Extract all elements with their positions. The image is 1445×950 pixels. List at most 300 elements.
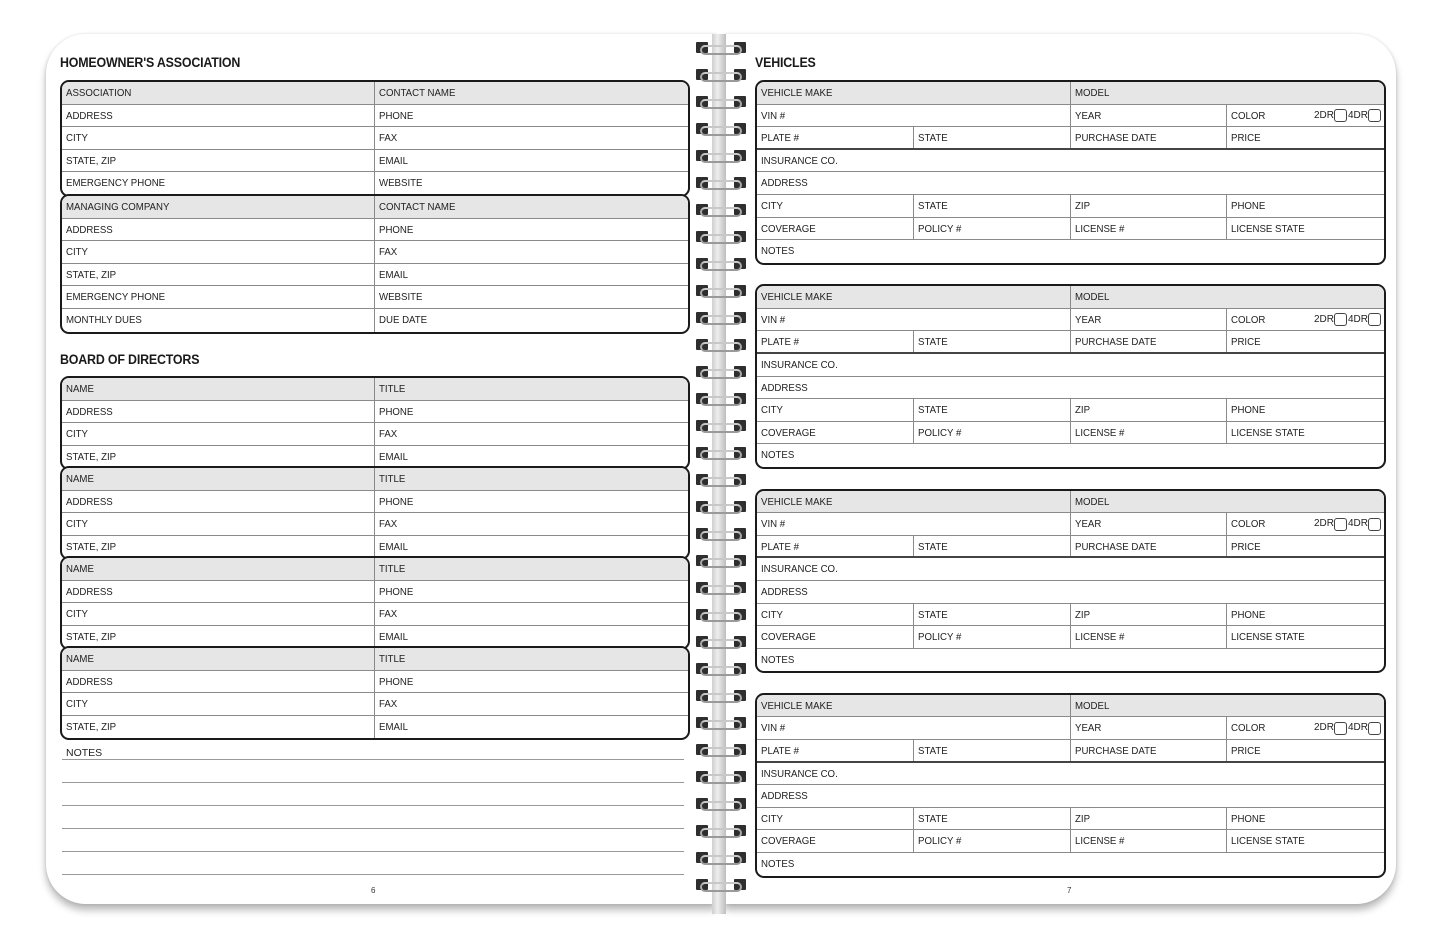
state-zip-field[interactable] bbox=[62, 716, 375, 739]
state-field[interactable] bbox=[914, 536, 1071, 557]
city-field[interactable] bbox=[62, 241, 375, 263]
title-field[interactable] bbox=[375, 648, 688, 670]
coil-wire bbox=[700, 666, 742, 676]
address-field-label: ADDRESS bbox=[66, 223, 113, 236]
purchase-date-field[interactable] bbox=[1071, 536, 1228, 557]
license-field[interactable] bbox=[1071, 830, 1228, 852]
state-zip-field-label: STATE, ZIP bbox=[66, 720, 117, 733]
phone-field-label: PHONE bbox=[379, 223, 414, 236]
title-field[interactable] bbox=[375, 378, 688, 400]
vin-field[interactable] bbox=[757, 513, 1071, 535]
phone-field[interactable] bbox=[375, 671, 688, 693]
city-field-label: CITY bbox=[66, 518, 89, 531]
license-state-field[interactable] bbox=[1227, 218, 1384, 240]
form-row bbox=[62, 401, 688, 424]
address-field[interactable] bbox=[62, 581, 375, 603]
insurance-city-field[interactable] bbox=[757, 399, 914, 421]
plate-field-label: PLATE # bbox=[761, 745, 799, 758]
purchase-date-field-label: PURCHASE DATE bbox=[1074, 745, 1156, 758]
phone-field[interactable] bbox=[375, 491, 688, 513]
name-field-label: NAME bbox=[66, 473, 94, 485]
insurance-co-field[interactable] bbox=[757, 354, 1384, 376]
address-field-label: ADDRESS bbox=[66, 585, 113, 598]
insurance-address-field[interactable] bbox=[757, 377, 1384, 399]
color-field-label: COLOR bbox=[1231, 722, 1266, 735]
spiral-coil bbox=[694, 231, 748, 243]
insurance-state-field[interactable] bbox=[914, 399, 1071, 421]
form-row bbox=[757, 331, 1384, 354]
coil-wire bbox=[700, 180, 742, 190]
coverage-field[interactable] bbox=[757, 218, 914, 240]
insurance-state-field-label: STATE bbox=[917, 404, 948, 417]
note-line[interactable] bbox=[62, 759, 684, 760]
state-field-label: STATE bbox=[917, 745, 948, 758]
model-field[interactable] bbox=[1071, 82, 1385, 104]
coil-wire bbox=[700, 828, 742, 838]
plate-field[interactable] bbox=[757, 127, 914, 148]
plate-field[interactable] bbox=[757, 331, 914, 352]
phone-field-label: PHONE bbox=[379, 405, 414, 418]
spiral-coil bbox=[694, 366, 748, 378]
spiral-coil bbox=[694, 204, 748, 216]
coil-wire bbox=[700, 855, 742, 865]
email-field[interactable] bbox=[375, 264, 688, 286]
year-field-label: YEAR bbox=[1074, 722, 1101, 735]
coil-wire bbox=[700, 234, 742, 244]
vehicle-block bbox=[755, 693, 1386, 878]
email-field-label: EMAIL bbox=[379, 450, 408, 463]
insurance-address-field[interactable] bbox=[757, 172, 1384, 194]
insurance-co-field[interactable] bbox=[757, 150, 1384, 172]
board-title: BOARD OF DIRECTORS bbox=[60, 352, 200, 367]
state-field[interactable] bbox=[914, 331, 1071, 352]
model-field-label: MODEL bbox=[1074, 291, 1109, 304]
coverage-field[interactable] bbox=[757, 422, 914, 444]
insurance-co-field-label: INSURANCE CO. bbox=[761, 359, 838, 372]
coil-wire bbox=[700, 423, 742, 433]
state-zip-field-label: STATE, ZIP bbox=[66, 268, 117, 281]
form-row bbox=[757, 649, 1384, 672]
insurance-zip-field-label: ZIP bbox=[1074, 812, 1090, 825]
license-field-label: LICENSE # bbox=[1074, 631, 1124, 644]
name-field-label: NAME bbox=[66, 383, 94, 395]
fax-field[interactable] bbox=[375, 127, 688, 149]
email-field[interactable] bbox=[375, 150, 688, 172]
color-field[interactable] bbox=[1227, 717, 1384, 739]
form-row bbox=[757, 240, 1384, 263]
form-row bbox=[62, 150, 688, 173]
coil-wire bbox=[700, 45, 742, 55]
license-field[interactable] bbox=[1071, 422, 1228, 444]
spiral-coil bbox=[694, 420, 748, 432]
2dr-checkbox[interactable] bbox=[1334, 722, 1347, 735]
form-row bbox=[757, 286, 1384, 309]
4dr-label: 4DR bbox=[1347, 722, 1368, 734]
vehicle-make-field[interactable] bbox=[757, 695, 1071, 717]
monthly-dues-field-label: MONTHLY DUES bbox=[66, 313, 142, 326]
emergency-phone-field-label: EMERGENCY PHONE bbox=[66, 291, 166, 304]
insurance-zip-field[interactable] bbox=[1071, 399, 1228, 421]
year-field[interactable] bbox=[1071, 717, 1228, 739]
4dr-label: 4DR bbox=[1347, 109, 1368, 121]
insurance-city-field-label: CITY bbox=[761, 608, 784, 621]
fax-field[interactable] bbox=[375, 603, 688, 625]
form-row bbox=[757, 354, 1384, 377]
4dr-label: 4DR bbox=[1347, 313, 1368, 325]
coil-wire bbox=[700, 342, 742, 352]
coil-wire bbox=[700, 774, 742, 784]
form-row bbox=[62, 648, 688, 671]
note-line[interactable] bbox=[62, 874, 684, 875]
name-field[interactable] bbox=[62, 468, 375, 490]
insurance-zip-field[interactable] bbox=[1071, 604, 1228, 626]
form-row bbox=[62, 671, 688, 694]
insurance-state-field[interactable] bbox=[914, 195, 1071, 217]
phone-field[interactable] bbox=[375, 105, 688, 127]
insurance-state-field[interactable] bbox=[914, 808, 1071, 830]
coil-wire bbox=[700, 585, 742, 595]
license-state-field[interactable] bbox=[1227, 422, 1384, 444]
color-field[interactable] bbox=[1227, 105, 1384, 127]
address-field[interactable] bbox=[62, 219, 375, 241]
board-member-block bbox=[60, 466, 690, 560]
insurance-co-field[interactable] bbox=[757, 763, 1384, 785]
title-field-label: TITLE bbox=[379, 383, 406, 395]
insurance-co-field[interactable] bbox=[757, 558, 1384, 580]
form-row bbox=[62, 446, 688, 469]
contact-name-field-label: CONTACT NAME bbox=[379, 87, 456, 99]
insurance-zip-field-label: ZIP bbox=[1074, 404, 1090, 417]
coil-wire bbox=[700, 315, 742, 325]
year-field[interactable] bbox=[1071, 105, 1228, 127]
insurance-city-field[interactable] bbox=[757, 604, 914, 626]
association-block bbox=[60, 80, 690, 197]
license-state-field-label: LICENSE STATE bbox=[1231, 631, 1305, 644]
state-field-label: STATE bbox=[917, 540, 948, 553]
vehicle-notes-field[interactable] bbox=[757, 853, 1384, 876]
insurance-address-field[interactable] bbox=[757, 581, 1384, 603]
4dr-checkbox[interactable] bbox=[1368, 722, 1381, 735]
2dr-checkbox[interactable] bbox=[1334, 518, 1347, 531]
coil-wire bbox=[700, 558, 742, 568]
fax-field[interactable] bbox=[375, 423, 688, 445]
left-page bbox=[46, 34, 716, 904]
vehicle-block bbox=[755, 80, 1386, 265]
form-row bbox=[757, 377, 1384, 400]
address-field[interactable] bbox=[62, 671, 375, 693]
due-date-field[interactable] bbox=[375, 309, 688, 332]
emergency-phone-field[interactable] bbox=[62, 286, 375, 308]
license-state-field-label: LICENSE STATE bbox=[1231, 426, 1305, 439]
insurance-phone-field[interactable] bbox=[1227, 808, 1384, 830]
website-field[interactable] bbox=[375, 286, 688, 308]
name-field[interactable] bbox=[62, 378, 375, 400]
form-row bbox=[757, 853, 1384, 876]
insurance-city-field-label: CITY bbox=[761, 404, 784, 417]
year-field[interactable] bbox=[1071, 513, 1228, 535]
state-zip-field[interactable] bbox=[62, 150, 375, 172]
policy-field[interactable] bbox=[914, 218, 1071, 240]
license-field[interactable] bbox=[1071, 218, 1228, 240]
coverage-field[interactable] bbox=[757, 830, 914, 852]
contact-name-field[interactable] bbox=[375, 82, 688, 104]
price-field-label: PRICE bbox=[1231, 336, 1261, 349]
city-field[interactable] bbox=[62, 127, 375, 149]
2dr-checkbox[interactable] bbox=[1334, 313, 1347, 326]
4dr-checkbox[interactable] bbox=[1368, 518, 1381, 531]
coil-wire bbox=[700, 693, 742, 703]
vehicle-notes-field-label: NOTES bbox=[761, 653, 795, 666]
address-field-label: ADDRESS bbox=[66, 405, 113, 418]
vehicle-make-field[interactable] bbox=[757, 491, 1071, 513]
year-field[interactable] bbox=[1071, 309, 1228, 331]
spiral-coil bbox=[694, 852, 748, 864]
vehicle-make-field[interactable] bbox=[757, 82, 1071, 104]
spiral-coil bbox=[694, 528, 748, 540]
year-field-label: YEAR bbox=[1074, 518, 1101, 531]
2dr-checkbox[interactable] bbox=[1334, 109, 1347, 122]
form-row bbox=[757, 150, 1384, 173]
vin-field[interactable] bbox=[757, 105, 1071, 127]
phone-field-label: PHONE bbox=[379, 675, 414, 688]
spiral-coil bbox=[694, 447, 748, 459]
email-field[interactable] bbox=[375, 446, 688, 469]
plate-field-label: PLATE # bbox=[761, 132, 799, 145]
plate-field[interactable] bbox=[757, 740, 914, 761]
name-field[interactable] bbox=[62, 648, 375, 670]
spiral-coil bbox=[694, 393, 748, 405]
state-field[interactable] bbox=[914, 740, 1071, 761]
form-row bbox=[757, 172, 1384, 195]
monthly-dues-field[interactable] bbox=[62, 309, 375, 332]
color-field-label: COLOR bbox=[1231, 109, 1266, 122]
insurance-zip-field[interactable] bbox=[1071, 808, 1228, 830]
purchase-date-field[interactable] bbox=[1071, 127, 1228, 148]
emergency-phone-field[interactable] bbox=[62, 172, 375, 195]
phone-field[interactable] bbox=[375, 581, 688, 603]
coil-wire bbox=[700, 882, 742, 892]
coil-wire bbox=[700, 369, 742, 379]
insurance-co-field-label: INSURANCE CO. bbox=[761, 563, 838, 576]
coverage-field[interactable] bbox=[757, 626, 914, 648]
city-field[interactable] bbox=[62, 513, 375, 535]
plate-field[interactable] bbox=[757, 536, 914, 557]
state-field-label: STATE bbox=[917, 336, 948, 349]
price-field-label: PRICE bbox=[1231, 132, 1261, 145]
insurance-city-field[interactable] bbox=[757, 808, 914, 830]
insurance-address-field-label: ADDRESS bbox=[761, 790, 808, 803]
name-field-label: NAME bbox=[66, 563, 94, 575]
coil-wire bbox=[700, 612, 742, 622]
city-field[interactable] bbox=[62, 603, 375, 625]
form-row bbox=[62, 581, 688, 604]
spiral-coil bbox=[694, 636, 748, 648]
city-field-label: CITY bbox=[66, 698, 89, 711]
year-field-label: YEAR bbox=[1074, 109, 1101, 122]
policy-field-label: POLICY # bbox=[917, 426, 962, 439]
price-field[interactable] bbox=[1227, 740, 1384, 761]
phone-field[interactable] bbox=[375, 401, 688, 423]
purchase-date-field[interactable] bbox=[1071, 740, 1228, 761]
fax-field-label: FAX bbox=[379, 246, 398, 259]
spiral-coil bbox=[694, 474, 748, 486]
4dr-checkbox[interactable] bbox=[1368, 313, 1381, 326]
price-field[interactable] bbox=[1227, 127, 1384, 148]
website-field[interactable] bbox=[375, 172, 688, 195]
fax-field[interactable] bbox=[375, 693, 688, 715]
fax-field[interactable] bbox=[375, 513, 688, 535]
state-zip-field[interactable] bbox=[62, 264, 375, 286]
price-field[interactable] bbox=[1227, 331, 1384, 352]
insurance-address-field-label: ADDRESS bbox=[761, 381, 808, 394]
note-line[interactable] bbox=[62, 851, 684, 852]
contact-name-field[interactable] bbox=[375, 196, 688, 218]
policy-field[interactable] bbox=[914, 830, 1071, 852]
license-state-field[interactable] bbox=[1227, 830, 1384, 852]
state-zip-field-label: STATE, ZIP bbox=[66, 630, 117, 643]
vehicle-notes-field-label: NOTES bbox=[761, 858, 795, 871]
coil-wire bbox=[700, 531, 742, 541]
spiral-coil bbox=[694, 555, 748, 567]
title-field[interactable] bbox=[375, 468, 688, 490]
address-field-label: ADDRESS bbox=[66, 675, 113, 688]
door-options bbox=[1314, 105, 1382, 127]
email-field[interactable] bbox=[375, 536, 688, 559]
form-row bbox=[62, 196, 688, 219]
vin-field-label: VIN # bbox=[761, 313, 786, 326]
form-row bbox=[62, 127, 688, 150]
coil-wire bbox=[700, 450, 742, 460]
insurance-address-field-label: ADDRESS bbox=[761, 585, 808, 598]
license-state-field-label: LICENSE STATE bbox=[1231, 835, 1305, 848]
insurance-state-field[interactable] bbox=[914, 604, 1071, 626]
door-options bbox=[1314, 717, 1382, 739]
board-member-block bbox=[60, 376, 690, 470]
vehicle-make-field[interactable] bbox=[757, 286, 1071, 308]
website-field-label: WEBSITE bbox=[379, 177, 423, 190]
insurance-co-field-label: INSURANCE CO. bbox=[761, 154, 838, 167]
email-field[interactable] bbox=[375, 716, 688, 739]
title-field-label: TITLE bbox=[379, 653, 406, 665]
note-line[interactable] bbox=[62, 782, 684, 783]
name-field[interactable] bbox=[62, 558, 375, 580]
license-state-field-label: LICENSE STATE bbox=[1231, 222, 1305, 235]
state-field[interactable] bbox=[914, 127, 1071, 148]
vin-field-label: VIN # bbox=[761, 518, 786, 531]
model-field[interactable] bbox=[1071, 286, 1385, 308]
form-row bbox=[62, 309, 688, 332]
insurance-address-field[interactable] bbox=[757, 785, 1384, 807]
insurance-phone-field-label: PHONE bbox=[1231, 199, 1266, 212]
notes-label: NOTES bbox=[66, 747, 103, 759]
policy-field-label: POLICY # bbox=[917, 631, 962, 644]
association-field-label: ASSOCIATION bbox=[66, 87, 132, 99]
price-field[interactable] bbox=[1227, 536, 1384, 557]
insurance-phone-field[interactable] bbox=[1227, 195, 1384, 217]
note-line[interactable] bbox=[62, 828, 684, 829]
plate-field-label: PLATE # bbox=[761, 540, 799, 553]
policy-field-label: POLICY # bbox=[917, 835, 962, 848]
state-field-label: STATE bbox=[917, 132, 948, 145]
license-field[interactable] bbox=[1071, 626, 1228, 648]
2dr-label: 2DR bbox=[1313, 518, 1334, 530]
state-zip-field[interactable] bbox=[62, 626, 375, 649]
vin-field[interactable] bbox=[757, 309, 1071, 331]
vin-field-label: VIN # bbox=[761, 109, 786, 122]
form-row bbox=[757, 830, 1384, 853]
fax-field-label: FAX bbox=[379, 428, 398, 441]
fax-field-label: FAX bbox=[379, 698, 398, 711]
email-field[interactable] bbox=[375, 626, 688, 649]
color-field[interactable] bbox=[1227, 309, 1384, 331]
insurance-zip-field[interactable] bbox=[1071, 195, 1228, 217]
coil-wire bbox=[700, 477, 742, 487]
form-row bbox=[757, 604, 1384, 627]
title-field-label: TITLE bbox=[379, 563, 406, 575]
title-field[interactable] bbox=[375, 558, 688, 580]
door-options bbox=[1314, 513, 1382, 535]
hoa-title: HOMEOWNER'S ASSOCIATION bbox=[60, 55, 241, 70]
vehicle-notes-field[interactable] bbox=[757, 649, 1384, 672]
license-state-field[interactable] bbox=[1227, 626, 1384, 648]
address-field[interactable] bbox=[62, 401, 375, 423]
state-zip-field[interactable] bbox=[62, 536, 375, 559]
vehicle-notes-field[interactable] bbox=[757, 240, 1384, 263]
form-row bbox=[62, 241, 688, 264]
purchase-date-field[interactable] bbox=[1071, 331, 1228, 352]
state-zip-field-label: STATE, ZIP bbox=[66, 450, 117, 463]
insurance-city-field[interactable] bbox=[757, 195, 914, 217]
note-line[interactable] bbox=[62, 805, 684, 806]
policy-field[interactable] bbox=[914, 626, 1071, 648]
insurance-address-field-label: ADDRESS bbox=[761, 177, 808, 190]
fax-field-label: FAX bbox=[379, 608, 398, 621]
model-field[interactable] bbox=[1071, 491, 1385, 513]
address-field[interactable] bbox=[62, 491, 375, 513]
vehicle-make-field-label: VEHICLE MAKE bbox=[761, 87, 833, 99]
model-field-label: MODEL bbox=[1074, 699, 1109, 712]
vehicle-notes-field[interactable] bbox=[757, 444, 1384, 467]
coil-wire bbox=[700, 126, 742, 136]
model-field[interactable] bbox=[1071, 695, 1385, 717]
form-row bbox=[757, 127, 1384, 150]
color-field[interactable] bbox=[1227, 513, 1384, 535]
4dr-checkbox[interactable] bbox=[1368, 109, 1381, 122]
association-field[interactable] bbox=[62, 82, 375, 104]
insurance-phone-field[interactable] bbox=[1227, 399, 1384, 421]
city-field[interactable] bbox=[62, 423, 375, 445]
name-field-label: NAME bbox=[66, 653, 94, 665]
vehicle-notes-field-label: NOTES bbox=[761, 449, 795, 462]
city-field-label: CITY bbox=[66, 246, 89, 259]
city-field[interactable] bbox=[62, 693, 375, 715]
managing-company-field[interactable] bbox=[62, 196, 375, 218]
form-row bbox=[757, 82, 1384, 105]
city-field-label: CITY bbox=[66, 428, 89, 441]
vehicle-notes-field-label: NOTES bbox=[761, 245, 795, 258]
spiral-coil bbox=[694, 501, 748, 513]
2dr-label: 2DR bbox=[1313, 109, 1334, 121]
coil-wire bbox=[700, 288, 742, 298]
policy-field[interactable] bbox=[914, 422, 1071, 444]
state-zip-field[interactable] bbox=[62, 446, 375, 469]
phone-field[interactable] bbox=[375, 219, 688, 241]
vin-field[interactable] bbox=[757, 717, 1071, 739]
insurance-phone-field[interactable] bbox=[1227, 604, 1384, 626]
fax-field[interactable] bbox=[375, 241, 688, 263]
plate-field-label: PLATE # bbox=[761, 336, 799, 349]
address-field[interactable] bbox=[62, 105, 375, 127]
